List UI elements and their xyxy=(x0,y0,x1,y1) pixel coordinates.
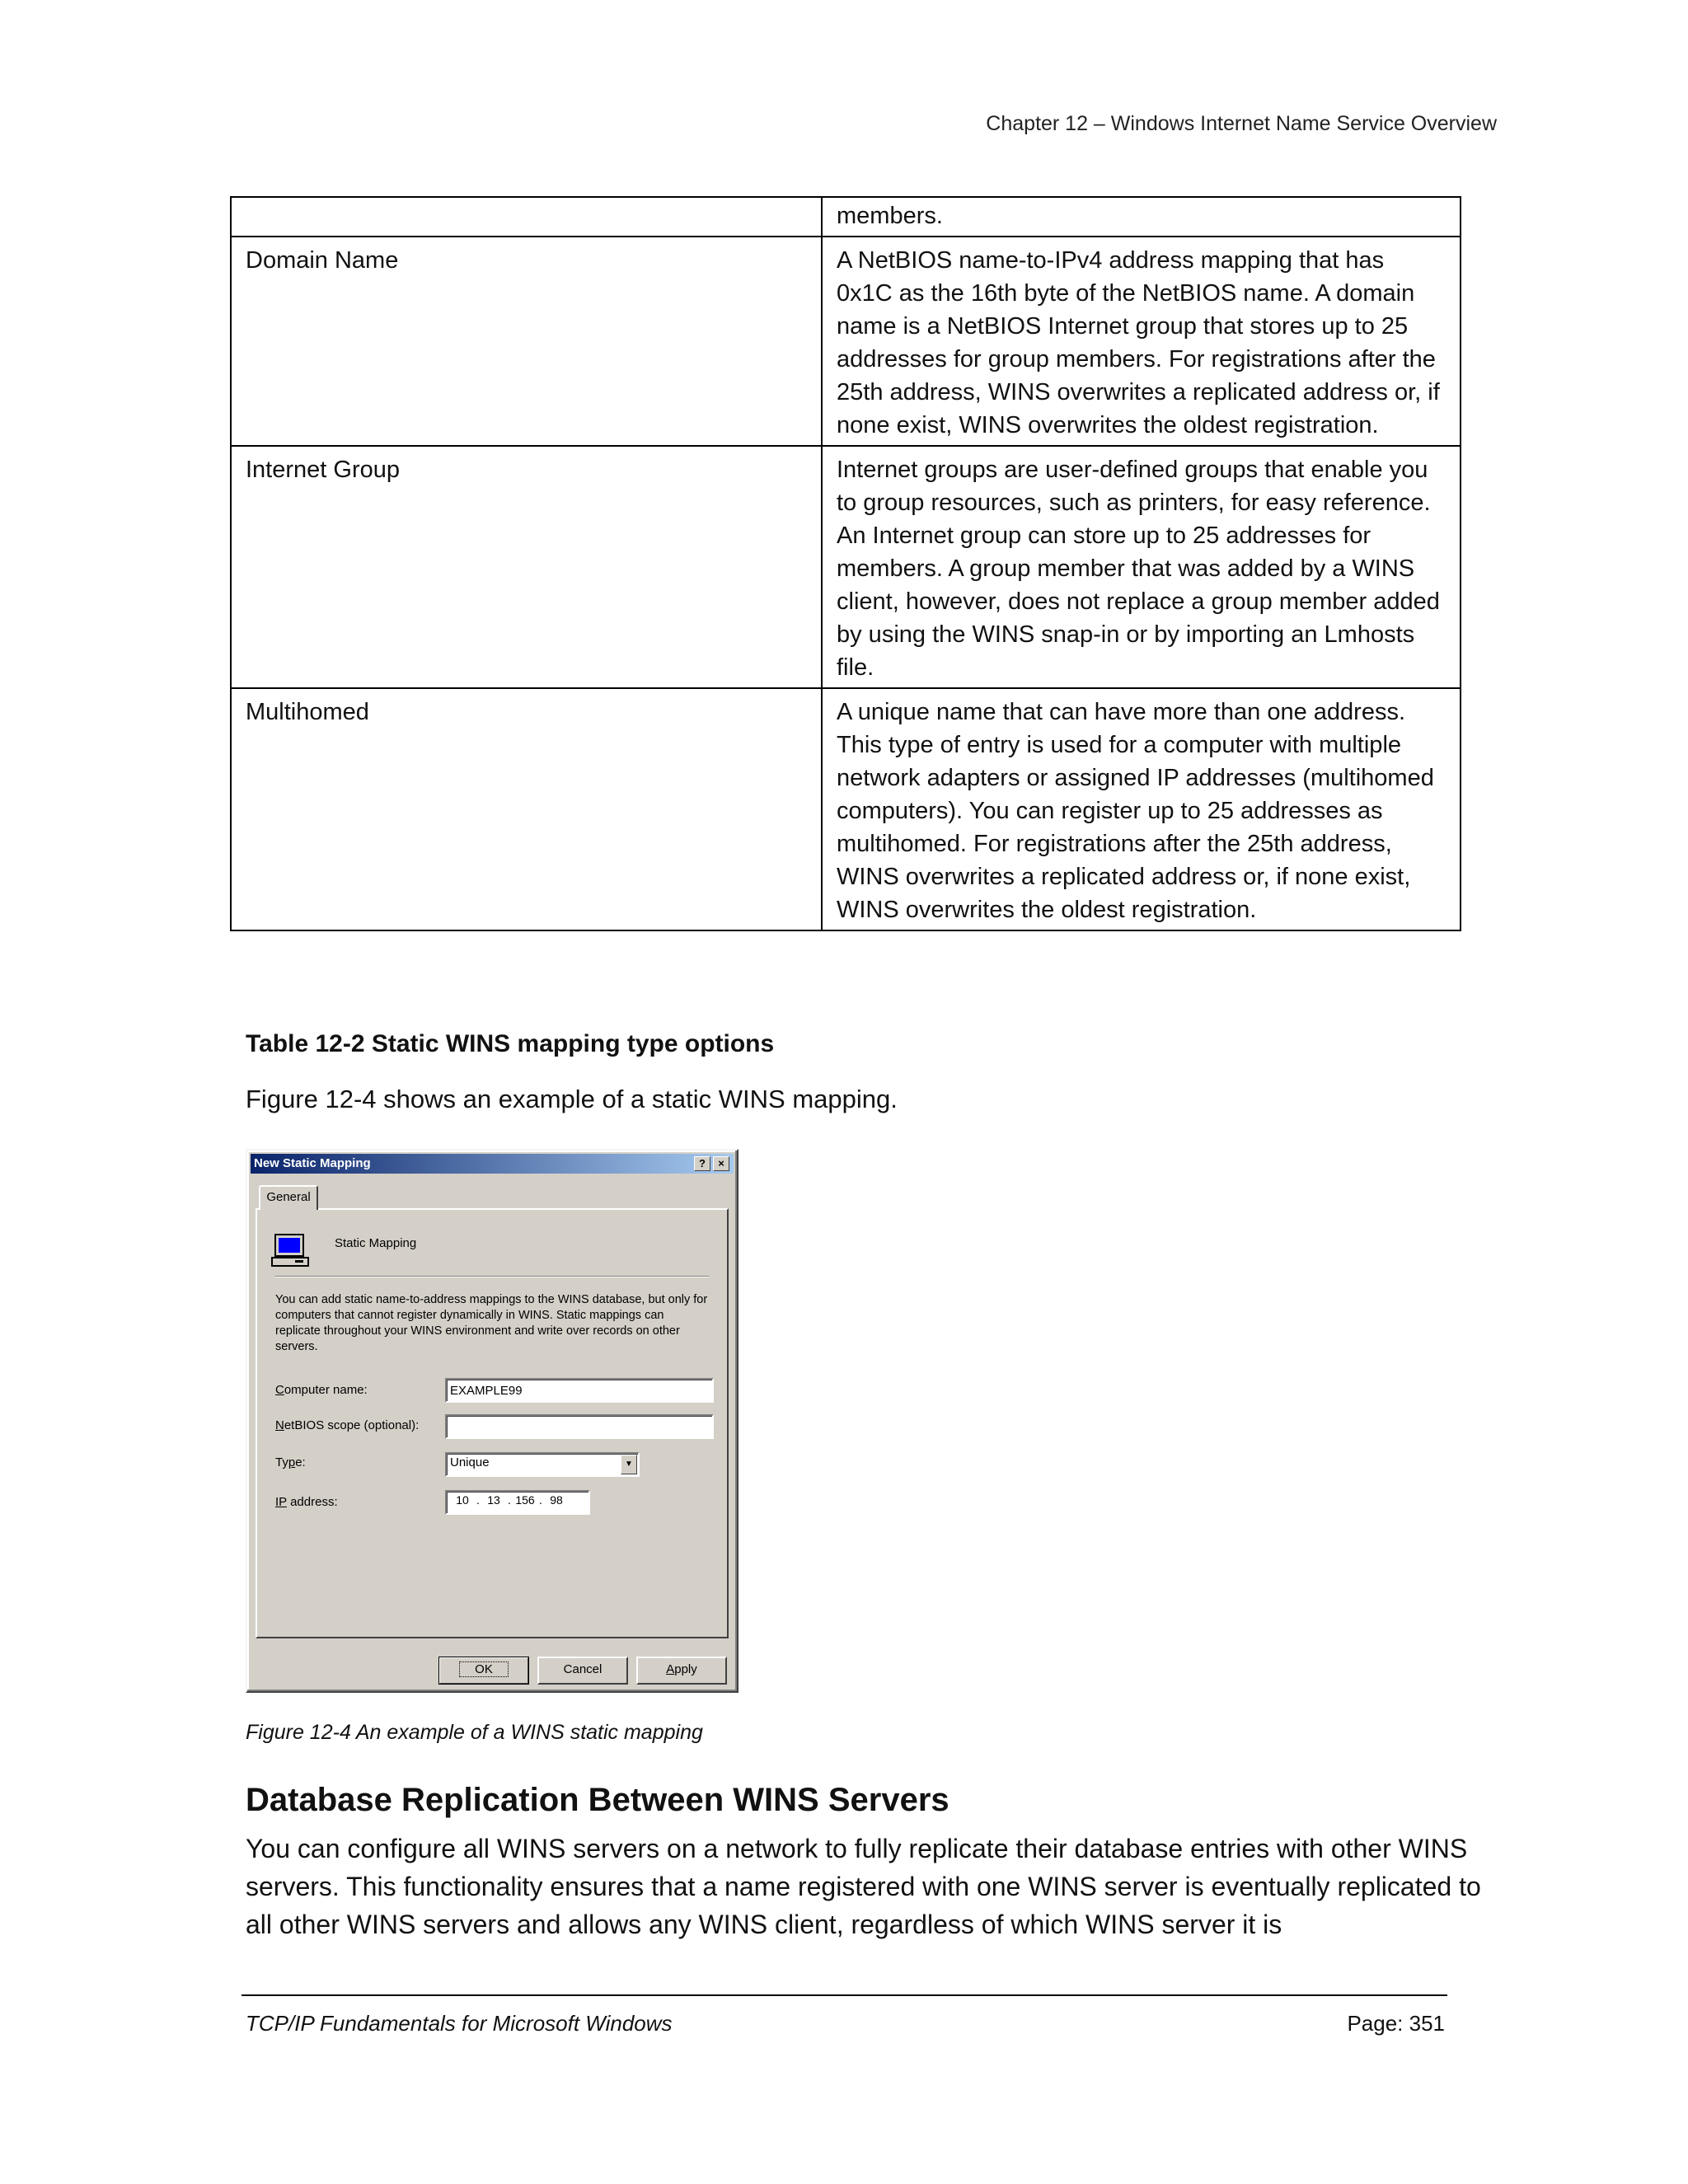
ip-octet: 156 xyxy=(515,1493,535,1507)
footer-page-number: Page: 351 xyxy=(1347,2011,1445,2036)
table-row xyxy=(231,446,1461,688)
ip-octet: 13 xyxy=(487,1493,500,1507)
new-static-mapping-dialog xyxy=(246,1149,738,1693)
footer-book-title: TCP/IP Fundamentals for Microsoft Windows xyxy=(246,2011,673,2036)
ip-address-input[interactable]: 10 . 13 . 156 . 98 xyxy=(445,1490,590,1515)
computer-name-label: Computer name: xyxy=(275,1383,368,1397)
computer-icon xyxy=(270,1233,310,1269)
dialog-description: You can add static name-to-address mappings to the WINS database, but only for computers that cannot register dynamically in WINS. Static mappings can replicate throughout your WINS environment and write over records on other servers. xyxy=(275,1293,708,1353)
table-row xyxy=(231,197,1461,237)
running-header: Chapter 12 – Windows Internet Name Service Overview xyxy=(986,112,1497,135)
cancel-button[interactable]: Cancel xyxy=(537,1657,628,1685)
figure-caption: Figure 12-4 An example of a WINS static mapping xyxy=(246,1721,703,1744)
static-mapping-label: Static Mapping xyxy=(335,1236,417,1250)
table-cell-description: A unique name that can have more than one address. This type of entry is used for a computer with multiple network adapters or assigned IP addresses (multihomed computers). You can register up to 25 addresses as multihomed. For registrations after the 25th address, WINS overwrites a replicated address or, if none exist, WINS overwrites the oldest registration. xyxy=(822,688,1461,930)
table-cell-type: Domain Name xyxy=(231,237,822,446)
close-button[interactable]: × xyxy=(713,1156,729,1171)
table-cell-type: Internet Group xyxy=(231,446,822,688)
apply-button[interactable]: Apply xyxy=(636,1657,727,1685)
chevron-down-icon[interactable]: ▼ xyxy=(621,1455,637,1474)
ip-octet: 10 xyxy=(456,1493,469,1507)
section-heading: Database Replication Between WINS Servers xyxy=(246,1782,950,1818)
ip-octet: 98 xyxy=(550,1493,563,1507)
dialog-title: New Static Mapping xyxy=(254,1156,371,1170)
ok-button[interactable]: OK xyxy=(438,1657,529,1685)
dialog-titlebar[interactable] xyxy=(251,1154,734,1174)
table-caption: Table 12-2 Static WINS mapping type options xyxy=(246,1030,775,1057)
type-select[interactable] xyxy=(445,1452,640,1477)
footer-rule xyxy=(241,1994,1447,1996)
help-button[interactable]: ? xyxy=(694,1156,710,1171)
table-cell-description: members. xyxy=(822,197,1461,237)
static-mapping-types-table xyxy=(230,196,1461,931)
ip-address-label: IP address: xyxy=(275,1495,338,1509)
type-label: Type: xyxy=(275,1455,306,1469)
table-row xyxy=(231,237,1461,446)
netbios-scope-input[interactable] xyxy=(445,1414,714,1439)
type-select-value: Unique xyxy=(450,1455,490,1469)
separator xyxy=(275,1276,709,1277)
body-paragraph: You can configure all WINS servers on a network to fully replicate their database entries with other WINS servers. This functionality ensures that a name registered with one WINS server is eventually replicated to all other WINS servers and allows any WINS client, regardless of which WINS server it is xyxy=(246,1834,1481,1939)
table-cell-type: Multihomed xyxy=(231,688,822,930)
table-cell-type xyxy=(231,197,822,237)
intro-paragraph: Figure 12-4 shows an example of a static WINS mapping. xyxy=(246,1085,898,1113)
table-cell-description: A NetBIOS name-to-IPv4 address mapping that has 0x1C as the 16th byte of the NetBIOS name. A domain name is a NetBIOS Internet group that stores up to 25 addresses for group members. For registrations after the 25th address, WINS overwrites a replicated address or, if none exist, WINS overwrites the oldest registration. xyxy=(822,237,1461,446)
netbios-scope-label: NetBIOS scope (optional): xyxy=(275,1418,420,1432)
table-row xyxy=(231,688,1461,930)
tab-general[interactable]: General xyxy=(259,1185,318,1210)
table-cell-description: Internet groups are user-defined groups that enable you to group resources, such as printers, for easy reference. An Internet group can store up to 25 addresses for members. A group member that was added by a WINS client, however, does not replace a group member added by using the WINS snap-in or by importing an Lmhosts file. xyxy=(822,446,1461,688)
computer-name-input[interactable] xyxy=(445,1378,714,1403)
